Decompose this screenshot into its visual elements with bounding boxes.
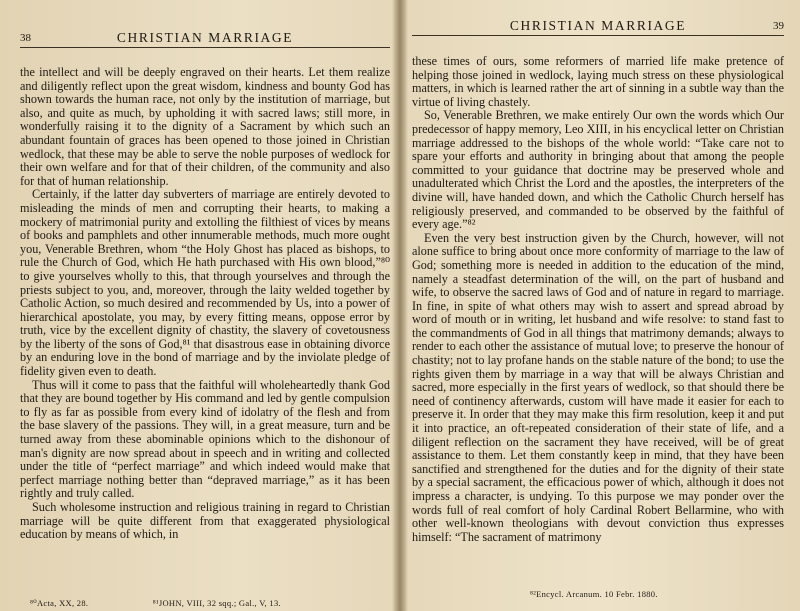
right-page-number: 39 bbox=[773, 20, 784, 32]
left-paragraph: Such wholesome instruction and religious training in regard to Christian marriage will be quite different from that exaggerated physiological education by means of which, in bbox=[20, 500, 390, 542]
right-running-head bbox=[412, 18, 784, 36]
right-paragraph: So, Venerable Brethren, we make entirely Our own the words which Our predecessor of happy memory, Leo XIII, in his encyclical letter on Christian marriage addressed to the bishops of the whole world: “Take care not to spare your efforts and authority in bringing about that among the people committed to your guidance that doctrine may be preserved whole and unadulterated which Christ the Lord and the apostles, the interpreters of the divine will, have handed down, and which the Catholic Church herself has religiously preserved, and commanded to be observed by the faithful of every age.”⁸² bbox=[412, 108, 784, 232]
right-body-text bbox=[412, 55, 784, 544]
footnote-80: ⁸⁰Acta, XX, 28. bbox=[30, 598, 89, 608]
left-page bbox=[20, 0, 390, 611]
right-paragraph: Even the very best instruction given by the Church, however, will not alone suffice to bring about once more conformity of marriage to the law of God; something more is needed in addition to the education of the mind, namely a steadfast determination of the will, on the part of husband and wife, to observe the sacred laws of God and of nature in regard to marriage. In fine, in spite of what others may wish to assert and spread abroad by word of mouth or in writing, let husband and wife resolve: to stand fast to the commandments of God in all things that matrimony demands; always to render to each other the assistance of mutual love; to preserve the honour of chastity; not to lay profane hands on the stable nature of the bond; to use the rights given them by marriage in a way that will be always Christian and sacred, more especially in the first years of wedlock, so that should there be need of continency afterwards, custom will have made it easier for each to preserve it. In order that they may make this firm resolution, keep it and put it into practice, an oft-repeated consideration of their state of life, and a diligent reflection on the sacrament they have received, will be of great assistance to them. Let them constantly keep in mind, that they have been sanctified and strengthened for the duties and for the dignity of their state by a special sacrament, the efficacious power of which, although it does not impress a character, is undying. To this purpose we may ponder over the words full of real comfort of holy Cardinal Robert Bellarmine, who with other well-known theologians with devout conviction thus expresses himself: “The sacrament of matrimony bbox=[412, 230, 784, 544]
footnote-81: ⁸¹JOHN, VIII, 32 sqq.; Gal., V, 13. bbox=[152, 598, 281, 608]
left-running-head bbox=[20, 30, 390, 48]
left-body-text bbox=[20, 66, 390, 542]
right-paragraph: these times of ours, some reformers of married life make pretence of helping those joined in wedlock, laying much stress on these physiological matters, in which is learned rather the art of sinning in a subtle way than the virtue of living chastely. bbox=[412, 54, 784, 109]
left-paragraph: Certainly, if the latter day subverters of marriage are entirely devoted to misleading the minds of men and corrupting their hearts, to making a mockery of matrimonial purity and extolling the filthiest of vices by means of books and pamphlets and other innumerable methods, much more ought you, Venerable Brethren, whom “the Holy Ghost has placed as bishops, to rule the Church of God, which He hath purchased with His own blood,”⁸⁰ to give yourselves wholly to this, that through yourselves and through the priests subject to you, and, moreover, through the laity welded together by Catholic Action, so much desired and recommended by Us, into a power of hierarchical apostolate, you may, by every fitting means, oppose error by truth, vice by the excellent dignity of chastity, the slavery of covetousness by the liberty of the sons of God,⁸¹ that disastrous ease in obtaining divorce by an enduring love in the bond of marriage and by the inviolate pledge of fidelity given even to death. bbox=[20, 187, 390, 379]
left-page-number: 38 bbox=[20, 32, 31, 44]
left-paragraph: Thus will it come to pass that the faithful will wholeheartedly thank God that they are bound together by His command and led by gentle compulsion to fly as far as possible from every kind of idolatry of the flesh and from the base slavery of the passions. They will, in a great measure, turn and be turned away from these abominable opinions which to the dishonour of man's dignity are now spread about in speech and in writing and collected under the title of “perfect marriage” and which indeed would make that perfect marriage nothing better than “depraved marriage,” as it has been rightly and truly called. bbox=[20, 377, 390, 501]
left-running-title: CHRISTIAN MARRIAGE bbox=[116, 30, 294, 45]
book-gutter bbox=[392, 0, 408, 611]
right-footnotes bbox=[530, 589, 658, 599]
right-page bbox=[412, 0, 784, 611]
right-running-title: CHRISTIAN MARRIAGE bbox=[509, 18, 687, 33]
footnote-82: ⁸²Encycl. Arcanum. 10 Febr. 1880. bbox=[530, 589, 658, 599]
left-paragraph: the intellect and will be deeply engraved on their hearts. Let them realize and diligently reflect upon the great wisdom, kindness and bounty God has shown towards the human race, not only by the institution of marriage, but also, and quite as much, by upholding it with sacred laws; still more, in wonderfully raising it to the dignity of a Sacrament by which such an abundant fountain of graces has been opened to those joined in Christian wedlock, that these may be able to serve the noble purposes of wedlock for their own welfare and for that of their children, of the community and also for that of human relationship. bbox=[20, 65, 390, 188]
left-footnotes bbox=[30, 598, 390, 609]
